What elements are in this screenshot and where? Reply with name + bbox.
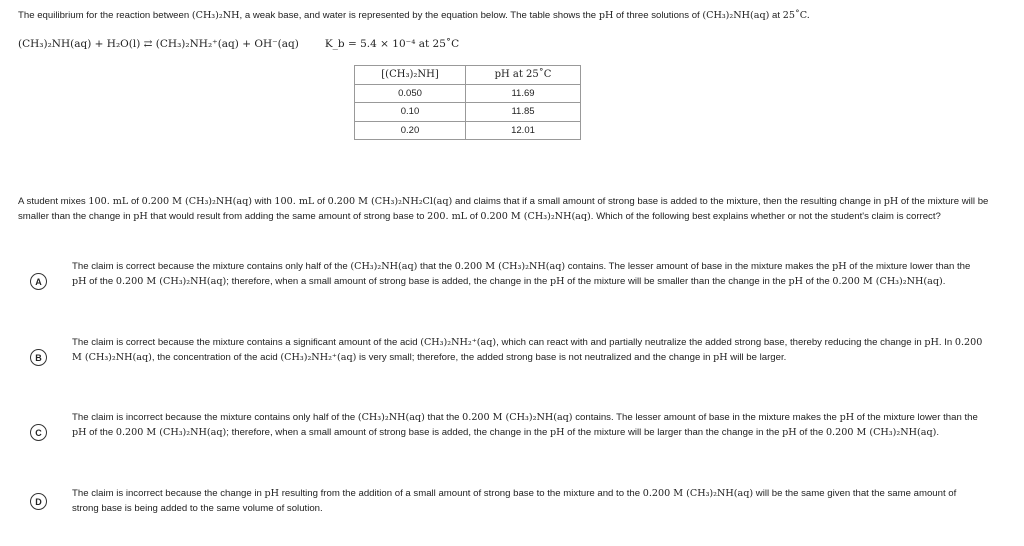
option-span: is very small; therefore, the added strong base is not neutralized and the change in	[356, 351, 714, 363]
option-span: The claim is incorrect because the mixture contains only half of the	[72, 412, 358, 423]
option-span: of the	[86, 426, 116, 438]
question-math: 100. mL	[88, 196, 129, 207]
intro-formula: (CH₃)₂NH	[191, 10, 240, 21]
option-math: pH	[924, 337, 939, 348]
option-text	[72, 487, 984, 516]
equilibrium-equation-line	[18, 37, 459, 52]
option-span: contains. The lesser amount of base in the mixture makes the	[572, 412, 840, 423]
option-text	[72, 260, 984, 289]
option-math: 0.200 M (CH₃)₂NH(aq)	[115, 426, 227, 438]
option-span: resulting from the addition of a small amount of strong base to the mixture and to the	[279, 488, 643, 499]
option-math: (CH₃)₂NH(aq)	[350, 261, 418, 272]
option-span: The claim is incorrect because the change in	[72, 488, 265, 499]
option-letter-badge[interactable]: C	[30, 424, 47, 441]
option-math: 0.200 M (CH₃)₂NH(aq)	[825, 426, 937, 438]
intro-text: of three solutions of	[613, 10, 703, 21]
intro-text: The equilibrium for the reaction between	[18, 10, 192, 21]
problem-intro	[18, 9, 1008, 24]
table-header-concentration: [(CH₃)₂NH]	[355, 66, 466, 85]
option-math: pH	[549, 426, 565, 438]
option-math: pH	[839, 412, 855, 423]
question-span: with	[252, 196, 275, 207]
option-span: ; therefore, when a small amount of strong base is added, the change in the	[226, 426, 550, 438]
question-math: 100. mL	[274, 196, 315, 207]
intro-ph: pH	[598, 10, 614, 21]
option-span: of the	[796, 426, 826, 438]
option-span: of the mixture lower than the	[846, 261, 971, 272]
question-math: pH	[133, 210, 148, 222]
option-letter-badge[interactable]: A	[30, 273, 47, 290]
answer-option-b[interactable]	[30, 336, 990, 384]
table-cell: 0.050	[355, 84, 466, 103]
intro-formula: (CH₃)₂NH(aq)	[702, 10, 770, 21]
option-span: of the mixture will be smaller than the change in the	[564, 275, 789, 287]
question-span: A student mixes	[18, 196, 89, 207]
question-math: pH	[883, 196, 899, 207]
option-math: pH	[788, 275, 803, 287]
option-math: pH	[72, 426, 87, 438]
option-letter-badge[interactable]: D	[30, 493, 47, 510]
answer-option-c[interactable]	[30, 411, 990, 459]
table-cell: 0.20	[355, 121, 466, 140]
option-span: The claim is correct because the mixture contains only half of the	[72, 261, 351, 272]
intro-text: , a weak base, and water is represented by the equation below. The table shows the	[239, 10, 599, 21]
option-math: pH	[832, 261, 847, 272]
option-span: will be larger.	[727, 351, 787, 363]
question-text	[18, 195, 1008, 224]
option-text	[72, 411, 984, 440]
table-row	[355, 121, 581, 140]
question-span: of	[128, 196, 142, 207]
table-header-ph: pH at 25˚C	[466, 66, 581, 85]
option-letter-badge[interactable]: B	[30, 349, 47, 366]
table-row	[355, 84, 581, 103]
table-cell: 11.69	[466, 84, 581, 103]
question-span: that would result from adding the same amount of strong base to	[147, 210, 428, 222]
question-math: 0.200 M (CH₃)₂NH(aq)	[141, 196, 253, 207]
option-math: (CH₃)₂NH₂⁺(aq)	[280, 351, 357, 363]
option-span: .	[936, 426, 940, 438]
question-math: 0.200 M (CH₃)₂NH(aq)	[480, 210, 591, 222]
option-span: The claim is correct because the mixture contains a significant amount of the acid	[72, 337, 421, 348]
option-text	[72, 336, 984, 365]
table-row	[355, 103, 581, 122]
answer-option-d[interactable]	[30, 487, 990, 519]
option-math: pH	[264, 488, 280, 499]
option-math: 0.200 M (CH₃)₂NH(aq)	[642, 488, 754, 499]
question-span: and claims that if a small amount of strong base is added to the mixture, then the resulting change in	[452, 196, 884, 207]
table-cell: 0.10	[355, 103, 466, 122]
option-span: that the	[417, 261, 455, 272]
equilibrium-equation: (CH₃)₂NH(aq) + H₂O(l) ⇄ (CH₃)₂NH₂⁺(aq) + OH⁻(aq)	[18, 38, 299, 50]
option-span: of the mixture will be larger than the change in the	[564, 426, 783, 438]
option-math: (CH₃)₂NH(aq)	[357, 412, 425, 423]
option-math: 0.200 M (CH₃)₂NH(aq)	[832, 275, 943, 287]
question-span: of the mixture will be smaller than the change in	[18, 196, 989, 222]
option-span: of the	[86, 275, 116, 287]
option-math: 0.200 M (CH₃)₂NH(aq)	[462, 412, 573, 423]
intro-text: at	[769, 10, 783, 21]
option-math: pH	[549, 275, 565, 287]
option-span: of the	[803, 275, 833, 287]
answer-option-a[interactable]	[30, 260, 990, 308]
option-math: pH	[782, 426, 797, 438]
intro-temperature: 25˚C.	[782, 10, 810, 21]
table-cell: 11.85	[466, 103, 581, 122]
option-span: will be the same given that the same amount of strong base is being added to the same volume of solution.	[72, 488, 957, 514]
question-math: 200. mL	[427, 210, 468, 222]
question-span: of	[467, 210, 481, 222]
option-span: , the concentration of the acid	[151, 351, 281, 363]
question-span: of	[314, 196, 328, 207]
option-span: contains. The lesser amount of base in the mixture makes the	[565, 261, 833, 272]
option-span: . In	[938, 337, 955, 348]
option-math: 0.200 M (CH₃)₂NH(aq)	[115, 275, 227, 287]
question-span: . Which of the following best explains whether or not the student's claim is correct?	[590, 210, 941, 222]
option-span: that the	[424, 412, 463, 423]
option-span: ; therefore, when a small amount of strong base is added, the change in the	[226, 275, 550, 287]
ph-data-table	[354, 65, 581, 140]
kb-value: K_b = 5.4 × 10⁻⁴ at 25˚C	[324, 38, 460, 50]
option-math: 0.200 M (CH₃)₂NH(aq)	[454, 261, 566, 272]
option-math: pH	[713, 351, 728, 363]
option-span: of the mixture lower than the	[854, 412, 978, 423]
table-cell: 12.01	[466, 121, 581, 140]
option-math: pH	[72, 275, 87, 287]
question-math: 0.200 M (CH₃)₂NH₂Cl(aq)	[327, 196, 453, 207]
option-span: .	[942, 275, 946, 287]
option-math: 0.200 M (CH₃)₂NH(aq)	[72, 337, 983, 363]
option-span: , which can react with and partially neutralize the added strong base, thereby reducing the change in	[496, 337, 925, 348]
table-header-row	[355, 66, 581, 85]
option-math: (CH₃)₂NH₂⁺(aq)	[420, 337, 497, 348]
